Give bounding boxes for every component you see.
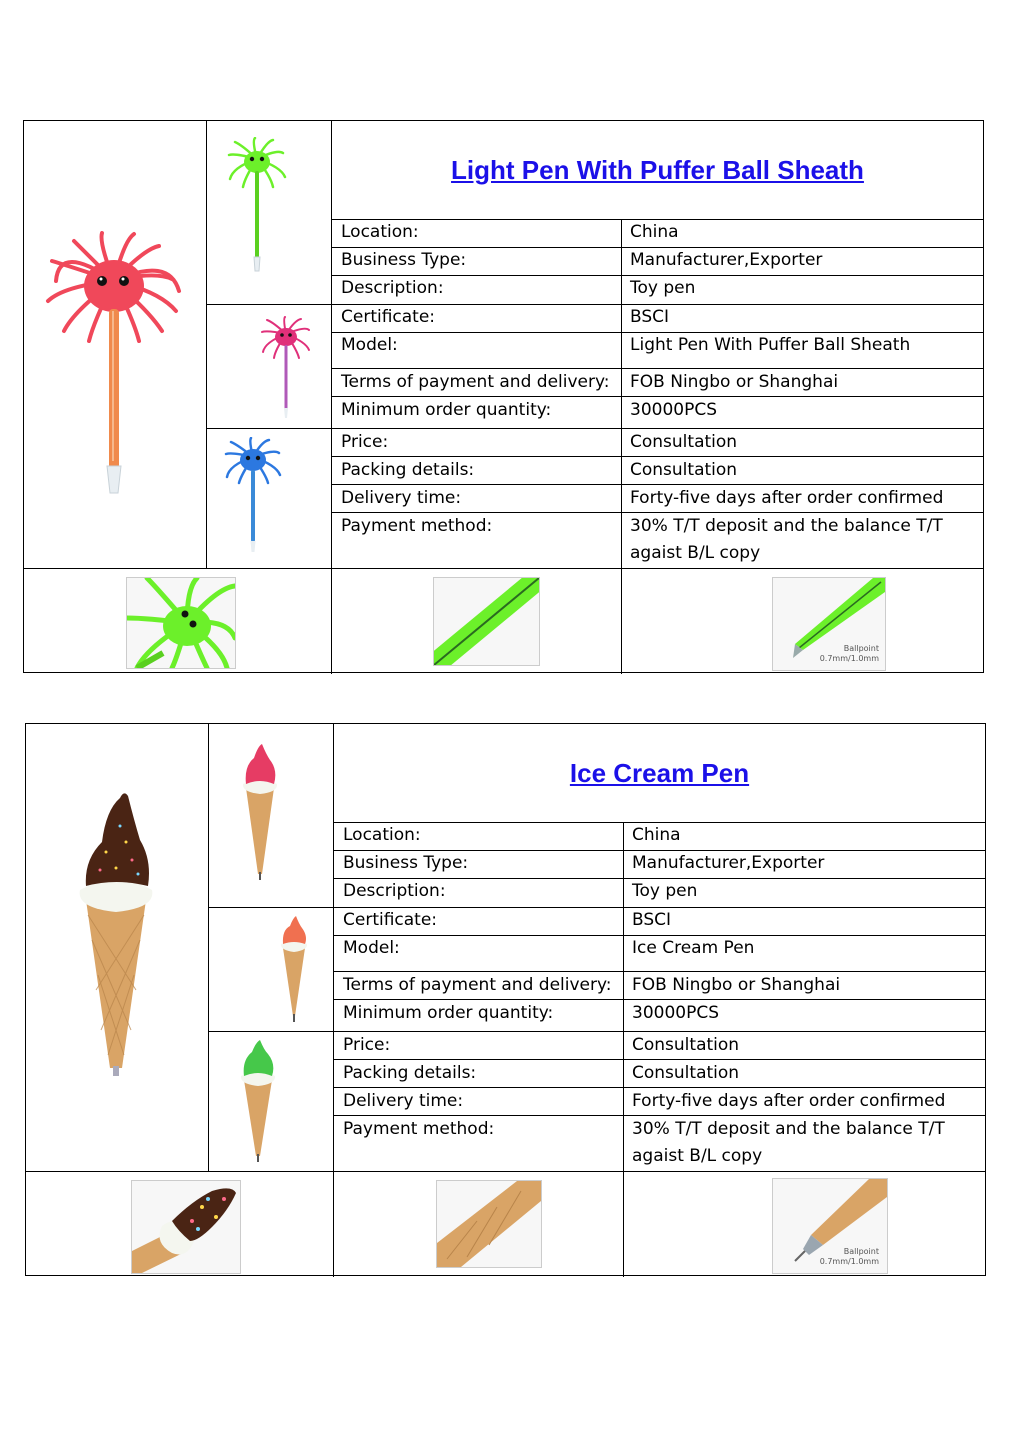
spec-value: Toy pen <box>632 881 698 901</box>
cone-barrel-closeup <box>436 1180 542 1268</box>
spec-value: Light Pen With Puffer Ball Sheath <box>630 335 911 355</box>
spec-value: BSCI <box>632 910 672 930</box>
spec-value: Manufacturer,Exporter <box>632 853 825 873</box>
ice-cream-pen-orange-image <box>278 916 310 1024</box>
spec-value: FOB Ningbo or Shanghai <box>630 372 839 392</box>
spec-value: 30% T/T deposit and the balance T/T agaist B/L copy <box>632 1119 945 1166</box>
spec-value: Ice Cream Pen <box>632 938 755 958</box>
puffer-pen-pink-image <box>261 316 311 421</box>
spec-value: Consultation <box>630 432 738 452</box>
spec-value: Consultation <box>632 1035 740 1055</box>
spec-label: Minimum order quantity: <box>343 1003 554 1023</box>
spec-label: Minimum order quantity: <box>341 400 552 420</box>
spec-label: Delivery time: <box>343 1091 464 1111</box>
caption-line: 0.7mm/1.0mm <box>819 1257 879 1266</box>
spec-value: Consultation <box>632 1063 740 1083</box>
spec-label: Location: <box>341 222 419 242</box>
caption-line: 0.7mm/1.0mm <box>819 654 879 663</box>
spec-label: Price: <box>341 432 389 452</box>
product-title[interactable]: Light Pen With Puffer Ball Sheath <box>451 155 864 185</box>
spec-label: Model: <box>343 938 400 958</box>
product-card-ice-cream-pen <box>25 723 986 1276</box>
spec-label: Packing details: <box>343 1063 477 1083</box>
spec-value: Consultation <box>630 460 738 480</box>
ice-cream-pen-strawberry-image <box>240 744 280 884</box>
spec-value: China <box>630 222 679 242</box>
puffer-pen-green-image <box>227 137 287 277</box>
spec-label: Terms of payment and delivery: <box>341 372 610 392</box>
puffer-pen-main-image <box>44 231 184 501</box>
spec-value: 30% T/T deposit and the balance T/T agaist B/L copy <box>630 516 943 563</box>
caption-line: Ballpoint <box>843 1247 879 1256</box>
ice-cream-pen-main-image <box>76 790 156 1080</box>
spec-label: Certificate: <box>341 307 436 327</box>
spec-label: Description: <box>343 881 446 901</box>
spec-table <box>333 822 986 1171</box>
spec-value: Manufacturer,Exporter <box>630 250 823 270</box>
spec-label: Location: <box>343 825 421 845</box>
product-title[interactable]: Ice Cream Pen <box>569 758 750 788</box>
spec-label: Price: <box>343 1035 391 1055</box>
spec-value: China <box>632 825 681 845</box>
spec-table <box>331 219 984 568</box>
ballpoint-caption <box>799 644 879 664</box>
spec-label: Certificate: <box>343 910 438 930</box>
spec-label: Terms of payment and delivery: <box>343 975 612 995</box>
puffer-head-closeup <box>126 577 236 669</box>
ice-cream-ballpoint-closeup <box>772 1178 888 1274</box>
puffer-pen-blue-image <box>224 437 282 555</box>
caption-line: Ballpoint <box>843 644 879 653</box>
product-card-puffer-pen <box>23 120 984 673</box>
spec-value: Forty-five days after order confirmed <box>630 488 944 508</box>
ballpoint-caption <box>799 1247 879 1267</box>
spec-value: FOB Ningbo or Shanghai <box>632 975 841 995</box>
spec-label: Description: <box>341 278 444 298</box>
spec-label: Payment method: <box>343 1119 495 1139</box>
ice-cream-top-closeup <box>131 1180 241 1274</box>
spec-label: Delivery time: <box>341 488 462 508</box>
spec-label: Payment method: <box>341 516 493 536</box>
spec-label: Business Type: <box>343 853 469 873</box>
spec-value: Forty-five days after order confirmed <box>632 1091 946 1111</box>
spec-label: Packing details: <box>341 460 475 480</box>
spec-value: BSCI <box>630 307 670 327</box>
spec-label: Business Type: <box>341 250 467 270</box>
ice-cream-pen-mint-image <box>238 1040 278 1166</box>
spec-label: Model: <box>341 335 398 355</box>
spec-value: 30000PCS <box>632 1003 719 1023</box>
spec-value: Toy pen <box>630 278 696 298</box>
pen-barrel-closeup <box>433 577 540 666</box>
spec-value: 30000PCS <box>630 400 717 420</box>
pen-ballpoint-closeup <box>772 577 886 671</box>
